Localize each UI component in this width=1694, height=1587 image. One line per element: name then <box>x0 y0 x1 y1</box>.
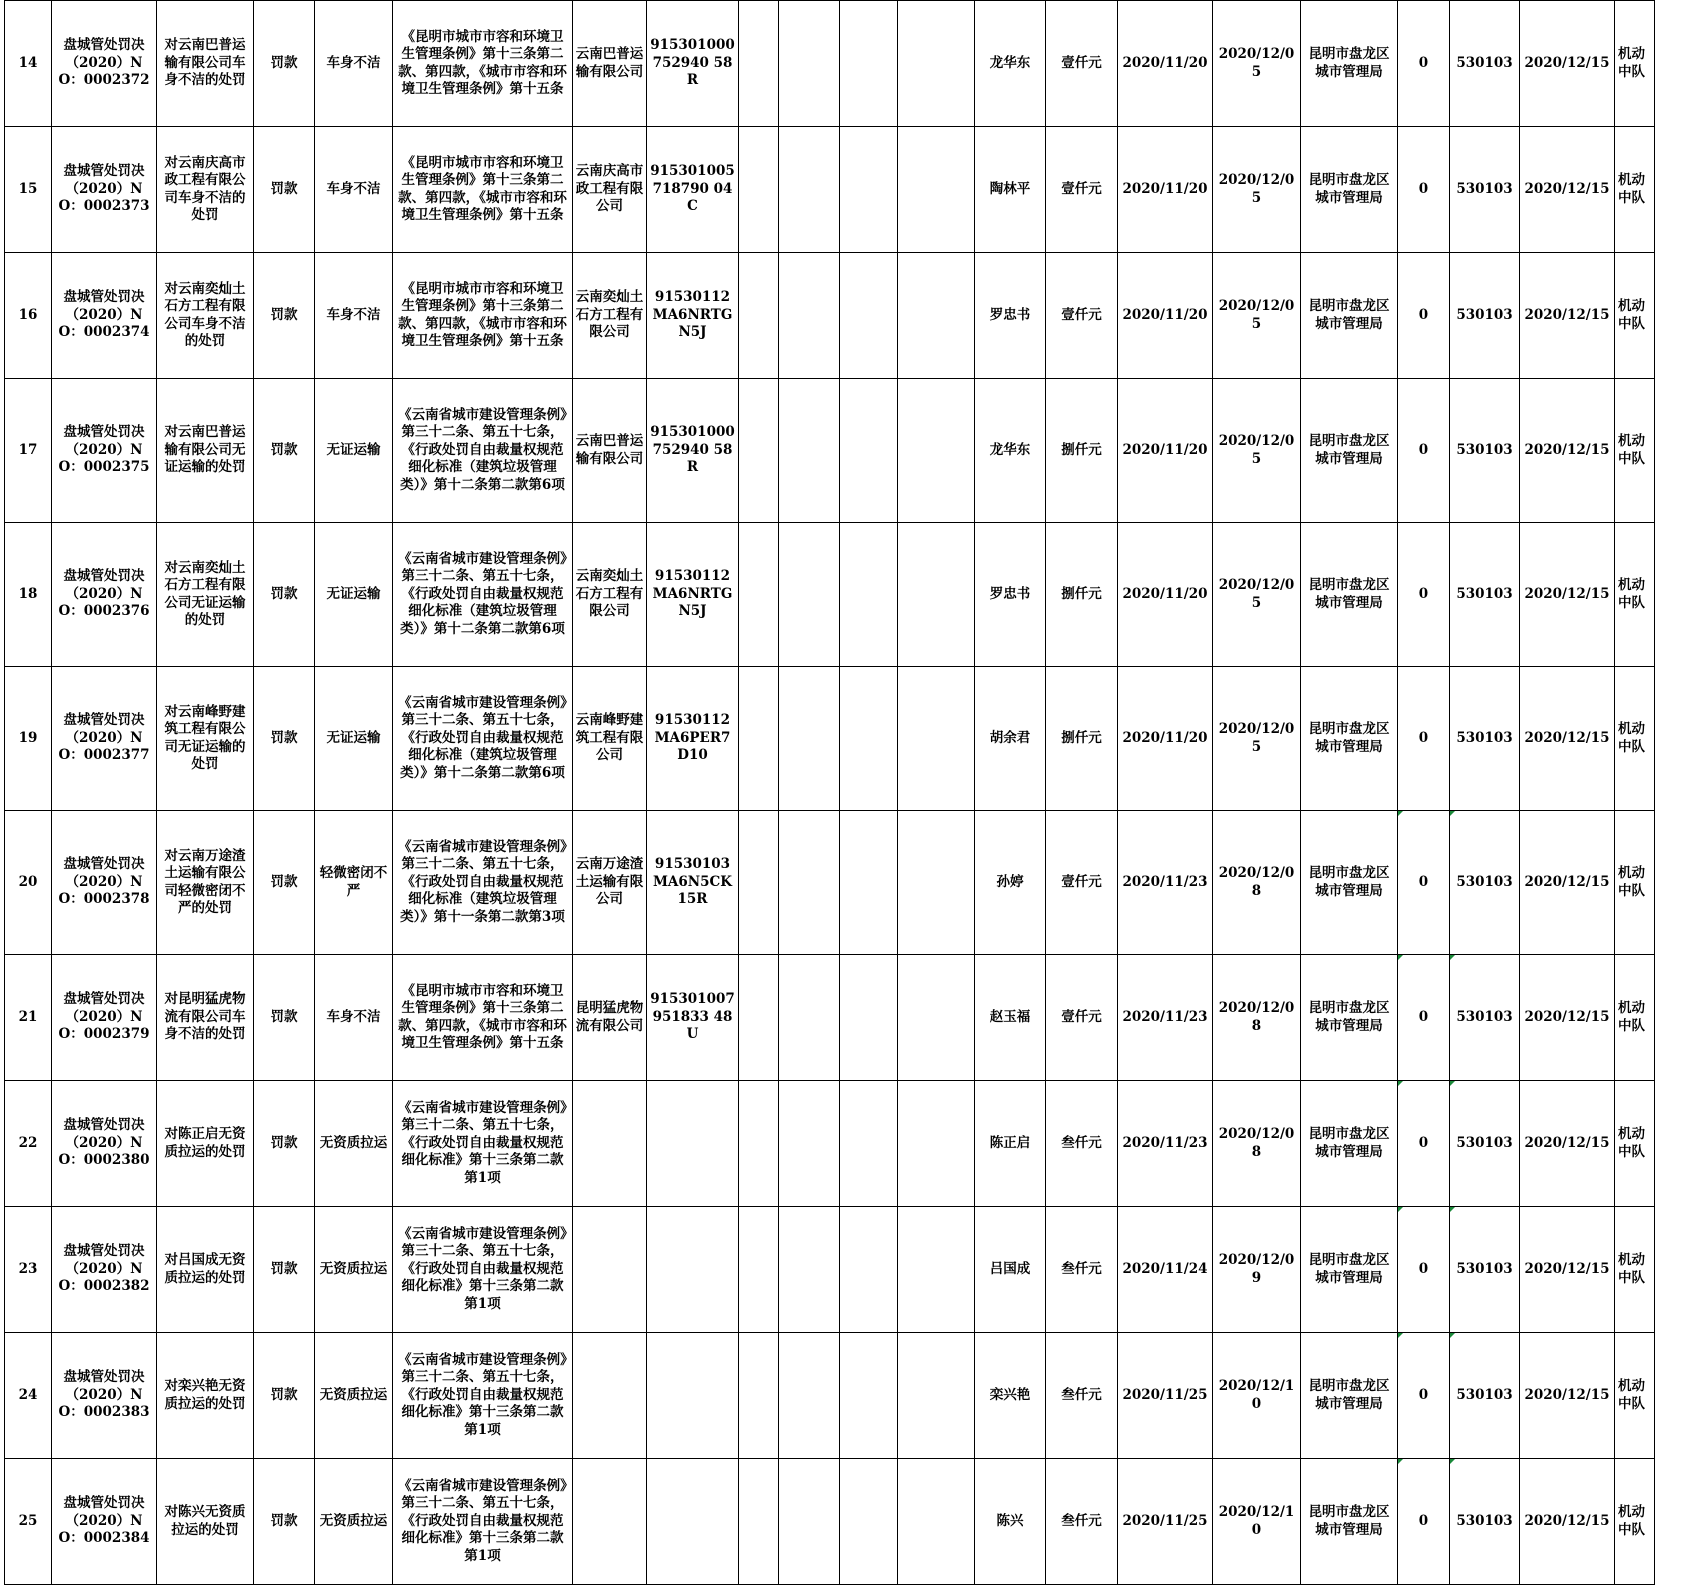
region-code-cell: 530103 <box>1450 1333 1520 1459</box>
legal-representative-cell: 赵玉福 <box>975 955 1046 1081</box>
row-number: 18 <box>5 523 52 667</box>
row-number: 19 <box>5 667 52 811</box>
legal-representative-cell: 陈兴 <box>975 1459 1046 1585</box>
table-row <box>5 955 1655 1081</box>
valid-until-cell: 2020/12/08 <box>1213 1081 1301 1207</box>
empty-cell <box>898 1207 975 1333</box>
credit-code-cell <box>647 1207 739 1333</box>
penalty-type-cell: 罚款 <box>254 1 315 127</box>
remark-cell: 机动中队 <box>1615 1207 1655 1333</box>
authority-cell: 昆明市盘龙区城市管理局 <box>1301 523 1398 667</box>
case-name-cell: 对云南巴普运输有限公司车身不洁的处罚 <box>157 1 254 127</box>
remark-cell: 机动中队 <box>1615 1 1655 127</box>
remark-cell: 机动中队 <box>1615 379 1655 523</box>
party-name-cell <box>573 1459 647 1585</box>
authority-cell: 昆明市盘龙区城市管理局 <box>1301 253 1398 379</box>
row-number: 24 <box>5 1333 52 1459</box>
case-name-cell: 对云南庆高市政工程有限公司车身不洁的处罚 <box>157 127 254 253</box>
legal-representative-cell: 栾兴艳 <box>975 1333 1046 1459</box>
status-cell: 0 <box>1398 127 1450 253</box>
empty-cell <box>779 1459 840 1585</box>
empty-cell <box>840 667 898 811</box>
legal-representative-cell: 陈正启 <box>975 1081 1046 1207</box>
remark-cell: 机动中队 <box>1615 955 1655 1081</box>
table-row <box>5 1081 1655 1207</box>
empty-cell <box>779 955 840 1081</box>
region-code-cell: 530103 <box>1450 1459 1520 1585</box>
fine-amount-cell: 捌仟元 <box>1046 379 1118 523</box>
authority-cell: 昆明市盘龙区城市管理局 <box>1301 1 1398 127</box>
table-row <box>5 127 1655 253</box>
legal-basis-cell: 《云南省城市建设管理条例》第三十二条、第五十七条，《行政处罚自由裁量权规范细化标准》第十三条第二款第1项 <box>393 1081 573 1207</box>
decision-number-cell: 盘城管处罚决（2020）NO：0002382 <box>52 1207 157 1333</box>
penalty-type-cell: 罚款 <box>254 379 315 523</box>
case-name-cell: 对云南巴普运输有限公司无证运输的处罚 <box>157 379 254 523</box>
decision-number-cell: 盘城管处罚决（2020）NO：0002374 <box>52 253 157 379</box>
decision-date-cell: 2020/11/20 <box>1118 667 1213 811</box>
table-row <box>5 1333 1655 1459</box>
empty-cell <box>739 1459 779 1585</box>
table-row <box>5 379 1655 523</box>
fine-amount-cell: 叁仟元 <box>1046 1081 1118 1207</box>
region-code-cell: 530103 <box>1450 1081 1520 1207</box>
penalty-type-cell: 罚款 <box>254 667 315 811</box>
authority-cell: 昆明市盘龙区城市管理局 <box>1301 1459 1398 1585</box>
decision-date-cell: 2020/11/20 <box>1118 379 1213 523</box>
legal-representative-cell: 罗忠书 <box>975 253 1046 379</box>
penalty-records-table <box>4 0 1655 1585</box>
authority-cell: 昆明市盘龙区城市管理局 <box>1301 127 1398 253</box>
penalty-type-cell: 罚款 <box>254 1459 315 1585</box>
credit-code-cell <box>647 1333 739 1459</box>
fine-amount-cell: 捌仟元 <box>1046 667 1118 811</box>
decision-date-cell: 2020/11/20 <box>1118 523 1213 667</box>
empty-cell <box>779 379 840 523</box>
update-date-cell: 2020/12/15 <box>1520 1333 1615 1459</box>
credit-code-cell: 915301000752940 58R <box>647 379 739 523</box>
empty-cell <box>840 523 898 667</box>
update-date-cell: 2020/12/15 <box>1520 379 1615 523</box>
legal-basis-cell: 《云南省城市建设管理条例》第三十二条、第五十七条，《行政处罚自由裁量权规范细化标准》第十三条第二款第1项 <box>393 1207 573 1333</box>
empty-cell <box>898 955 975 1081</box>
penalty-type-cell: 罚款 <box>254 253 315 379</box>
party-name-cell: 昆明猛虎物流有限公司 <box>573 955 647 1081</box>
empty-cell <box>779 667 840 811</box>
decision-date-cell: 2020/11/24 <box>1118 1207 1213 1333</box>
table-row <box>5 811 1655 955</box>
empty-cell <box>898 1459 975 1585</box>
fine-amount-cell: 叁仟元 <box>1046 1333 1118 1459</box>
credit-code-cell: 91530112MA6PER7D10 <box>647 667 739 811</box>
region-code-cell: 530103 <box>1450 127 1520 253</box>
decision-number-cell: 盘城管处罚决（2020）NO：0002372 <box>52 1 157 127</box>
valid-until-cell: 2020/12/05 <box>1213 253 1301 379</box>
table-row <box>5 1 1655 127</box>
update-date-cell: 2020/12/15 <box>1520 127 1615 253</box>
party-name-cell: 云南万途渣土运输有限公司 <box>573 811 647 955</box>
update-date-cell: 2020/12/15 <box>1520 811 1615 955</box>
row-number: 15 <box>5 127 52 253</box>
fine-amount-cell: 叁仟元 <box>1046 1207 1118 1333</box>
row-number: 23 <box>5 1207 52 1333</box>
violation-cell: 无证运输 <box>315 523 393 667</box>
legal-basis-cell: 《云南省城市建设管理条例》第三十二条、第五十七条，《行政处罚自由裁量权规范细化标准》第十三条第二款第1项 <box>393 1459 573 1585</box>
fine-amount-cell: 捌仟元 <box>1046 523 1118 667</box>
violation-cell: 车身不洁 <box>315 1 393 127</box>
update-date-cell: 2020/12/15 <box>1520 523 1615 667</box>
empty-cell <box>779 1 840 127</box>
fine-amount-cell: 壹仟元 <box>1046 127 1118 253</box>
empty-cell <box>840 811 898 955</box>
authority-cell: 昆明市盘龙区城市管理局 <box>1301 955 1398 1081</box>
violation-cell: 无资质拉运 <box>315 1081 393 1207</box>
decision-number-cell: 盘城管处罚决（2020）NO：0002383 <box>52 1333 157 1459</box>
status-cell: 0 <box>1398 955 1450 1081</box>
empty-cell <box>739 1 779 127</box>
remark-cell: 机动中队 <box>1615 667 1655 811</box>
penalty-type-cell: 罚款 <box>254 127 315 253</box>
valid-until-cell: 2020/12/05 <box>1213 667 1301 811</box>
empty-cell <box>739 253 779 379</box>
authority-cell: 昆明市盘龙区城市管理局 <box>1301 1207 1398 1333</box>
case-name-cell: 对陈兴无资质拉运的处罚 <box>157 1459 254 1585</box>
table-row <box>5 523 1655 667</box>
party-name-cell: 云南奕灿土石方工程有限公司 <box>573 523 647 667</box>
credit-code-cell: 915301005718790 04C <box>647 127 739 253</box>
empty-cell <box>898 253 975 379</box>
legal-representative-cell: 龙华东 <box>975 1 1046 127</box>
party-name-cell <box>573 1333 647 1459</box>
valid-until-cell: 2020/12/05 <box>1213 1 1301 127</box>
table-row <box>5 1207 1655 1333</box>
empty-cell <box>739 1207 779 1333</box>
empty-cell <box>779 1207 840 1333</box>
violation-cell: 无证运输 <box>315 667 393 811</box>
fine-amount-cell: 壹仟元 <box>1046 955 1118 1081</box>
status-cell: 0 <box>1398 811 1450 955</box>
update-date-cell: 2020/12/15 <box>1520 1081 1615 1207</box>
empty-cell <box>840 127 898 253</box>
empty-cell <box>840 1081 898 1207</box>
table-body <box>5 1 1655 1585</box>
valid-until-cell: 2020/12/08 <box>1213 955 1301 1081</box>
credit-code-cell: 91530103MA6N5CK15R <box>647 811 739 955</box>
credit-code-cell: 91530112MA6NRTGN5J <box>647 523 739 667</box>
legal-representative-cell: 吕国成 <box>975 1207 1046 1333</box>
remark-cell: 机动中队 <box>1615 1081 1655 1207</box>
decision-date-cell: 2020/11/23 <box>1118 811 1213 955</box>
valid-until-cell: 2020/12/05 <box>1213 127 1301 253</box>
legal-representative-cell: 龙华东 <box>975 379 1046 523</box>
empty-cell <box>739 955 779 1081</box>
authority-cell: 昆明市盘龙区城市管理局 <box>1301 379 1398 523</box>
legal-basis-cell: 《昆明市城市市容和环境卫生管理条例》第十三条第二款、第四款，《城市市容和环境卫生管理条例》第十五条 <box>393 253 573 379</box>
empty-cell <box>898 1081 975 1207</box>
legal-basis-cell: 《云南省城市建设管理条例》第三十二条、第五十七条，《行政处罚自由裁量权规范细化标准（建筑垃圾管理类）》第十二条第二款第6项 <box>393 379 573 523</box>
row-number: 14 <box>5 1 52 127</box>
decision-date-cell: 2020/11/23 <box>1118 1081 1213 1207</box>
credit-code-cell <box>647 1459 739 1585</box>
valid-until-cell: 2020/12/10 <box>1213 1459 1301 1585</box>
decision-date-cell: 2020/11/25 <box>1118 1333 1213 1459</box>
row-number: 17 <box>5 379 52 523</box>
remark-cell: 机动中队 <box>1615 253 1655 379</box>
update-date-cell: 2020/12/15 <box>1520 1459 1615 1585</box>
status-cell: 0 <box>1398 253 1450 379</box>
empty-cell <box>840 1 898 127</box>
legal-basis-cell: 《云南省城市建设管理条例》第三十二条、第五十七条，《行政处罚自由裁量权规范细化标准（建筑垃圾管理类）》第十二条第二款第6项 <box>393 667 573 811</box>
empty-cell <box>739 667 779 811</box>
penalty-type-cell: 罚款 <box>254 811 315 955</box>
status-cell: 0 <box>1398 1 1450 127</box>
credit-code-cell: 915301000752940 58R <box>647 1 739 127</box>
violation-cell: 车身不洁 <box>315 955 393 1081</box>
case-name-cell: 对昆明猛虎物流有限公司车身不洁的处罚 <box>157 955 254 1081</box>
party-name-cell: 云南奕灿土石方工程有限公司 <box>573 253 647 379</box>
row-number: 22 <box>5 1081 52 1207</box>
decision-number-cell: 盘城管处罚决（2020）NO：0002384 <box>52 1459 157 1585</box>
empty-cell <box>739 1333 779 1459</box>
fine-amount-cell: 壹仟元 <box>1046 253 1118 379</box>
decision-date-cell: 2020/11/20 <box>1118 127 1213 253</box>
empty-cell <box>779 127 840 253</box>
region-code-cell: 530103 <box>1450 811 1520 955</box>
legal-basis-cell: 《昆明市城市市容和环境卫生管理条例》第十三条第二款、第四款，《城市市容和环境卫生管理条例》第十五条 <box>393 127 573 253</box>
legal-representative-cell: 胡余君 <box>975 667 1046 811</box>
region-code-cell: 530103 <box>1450 253 1520 379</box>
case-name-cell: 对陈正启无资质拉运的处罚 <box>157 1081 254 1207</box>
violation-cell: 无资质拉运 <box>315 1333 393 1459</box>
empty-cell <box>779 1333 840 1459</box>
authority-cell: 昆明市盘龙区城市管理局 <box>1301 1081 1398 1207</box>
decision-date-cell: 2020/11/25 <box>1118 1459 1213 1585</box>
row-number: 21 <box>5 955 52 1081</box>
case-name-cell: 对吕国成无资质拉运的处罚 <box>157 1207 254 1333</box>
region-code-cell: 530103 <box>1450 1207 1520 1333</box>
remark-cell: 机动中队 <box>1615 1459 1655 1585</box>
valid-until-cell: 2020/12/09 <box>1213 1207 1301 1333</box>
violation-cell: 无资质拉运 <box>315 1459 393 1585</box>
fine-amount-cell: 叁仟元 <box>1046 1459 1118 1585</box>
valid-until-cell: 2020/12/10 <box>1213 1333 1301 1459</box>
empty-cell <box>898 379 975 523</box>
credit-code-cell: 91530112MA6NRTGN5J <box>647 253 739 379</box>
violation-cell: 轻微密闭不严 <box>315 811 393 955</box>
region-code-cell: 530103 <box>1450 379 1520 523</box>
violation-cell: 无证运输 <box>315 379 393 523</box>
empty-cell <box>739 1081 779 1207</box>
empty-cell <box>898 1 975 127</box>
party-name-cell <box>573 1207 647 1333</box>
case-name-cell: 对云南峰野建筑工程有限公司无证运输的处罚 <box>157 667 254 811</box>
fine-amount-cell: 壹仟元 <box>1046 1 1118 127</box>
penalty-type-cell: 罚款 <box>254 1081 315 1207</box>
party-name-cell: 云南庆高市政工程有限公司 <box>573 127 647 253</box>
legal-representative-cell: 罗忠书 <box>975 523 1046 667</box>
violation-cell: 车身不洁 <box>315 127 393 253</box>
legal-basis-cell: 《昆明市城市市容和环境卫生管理条例》第十三条第二款、第四款，《城市市容和环境卫生管理条例》第十五条 <box>393 1 573 127</box>
credit-code-cell <box>647 1081 739 1207</box>
table-row <box>5 667 1655 811</box>
region-code-cell: 530103 <box>1450 955 1520 1081</box>
penalty-type-cell: 罚款 <box>254 1207 315 1333</box>
authority-cell: 昆明市盘龙区城市管理局 <box>1301 667 1398 811</box>
case-name-cell: 对云南奕灿土石方工程有限公司无证运输的处罚 <box>157 523 254 667</box>
empty-cell <box>840 1207 898 1333</box>
empty-cell <box>840 955 898 1081</box>
table-row <box>5 253 1655 379</box>
update-date-cell: 2020/12/15 <box>1520 1 1615 127</box>
remark-cell: 机动中队 <box>1615 811 1655 955</box>
valid-until-cell: 2020/12/05 <box>1213 379 1301 523</box>
decision-number-cell: 盘城管处罚决（2020）NO：0002379 <box>52 955 157 1081</box>
empty-cell <box>898 523 975 667</box>
update-date-cell: 2020/12/15 <box>1520 955 1615 1081</box>
authority-cell: 昆明市盘龙区城市管理局 <box>1301 1333 1398 1459</box>
region-code-cell: 530103 <box>1450 523 1520 667</box>
status-cell: 0 <box>1398 667 1450 811</box>
region-code-cell: 530103 <box>1450 1 1520 127</box>
authority-cell: 昆明市盘龙区城市管理局 <box>1301 811 1398 955</box>
legal-basis-cell: 《云南省城市建设管理条例》第三十二条、第五十七条，《行政处罚自由裁量权规范细化标准（建筑垃圾管理类）》第十二条第二款第6项 <box>393 523 573 667</box>
row-number: 16 <box>5 253 52 379</box>
region-code-cell: 530103 <box>1450 667 1520 811</box>
case-name-cell: 对云南奕灿土石方工程有限公司车身不洁的处罚 <box>157 253 254 379</box>
decision-date-cell: 2020/11/20 <box>1118 1 1213 127</box>
decision-number-cell: 盘城管处罚决（2020）NO：0002376 <box>52 523 157 667</box>
valid-until-cell: 2020/12/08 <box>1213 811 1301 955</box>
decision-number-cell: 盘城管处罚决（2020）NO：0002373 <box>52 127 157 253</box>
empty-cell <box>840 1333 898 1459</box>
empty-cell <box>779 253 840 379</box>
empty-cell <box>779 811 840 955</box>
status-cell: 0 <box>1398 1333 1450 1459</box>
case-name-cell: 对云南万途渣土运输有限公司轻微密闭不严的处罚 <box>157 811 254 955</box>
remark-cell: 机动中队 <box>1615 523 1655 667</box>
violation-cell: 无资质拉运 <box>315 1207 393 1333</box>
case-name-cell: 对栾兴艳无资质拉运的处罚 <box>157 1333 254 1459</box>
update-date-cell: 2020/12/15 <box>1520 1207 1615 1333</box>
status-cell: 0 <box>1398 1081 1450 1207</box>
fine-amount-cell: 壹仟元 <box>1046 811 1118 955</box>
credit-code-cell: 915301007951833 48U <box>647 955 739 1081</box>
status-cell: 0 <box>1398 379 1450 523</box>
party-name-cell: 云南峰野建筑工程有限公司 <box>573 667 647 811</box>
penalty-type-cell: 罚款 <box>254 523 315 667</box>
legal-representative-cell: 陶林平 <box>975 127 1046 253</box>
row-number: 25 <box>5 1459 52 1585</box>
status-cell: 0 <box>1398 1459 1450 1585</box>
status-cell: 0 <box>1398 523 1450 667</box>
update-date-cell: 2020/12/15 <box>1520 667 1615 811</box>
empty-cell <box>779 1081 840 1207</box>
empty-cell <box>840 1459 898 1585</box>
empty-cell <box>898 127 975 253</box>
decision-date-cell: 2020/11/23 <box>1118 955 1213 1081</box>
update-date-cell: 2020/12/15 <box>1520 253 1615 379</box>
penalty-type-cell: 罚款 <box>254 955 315 1081</box>
empty-cell <box>739 811 779 955</box>
legal-basis-cell: 《昆明市城市市容和环境卫生管理条例》第十三条第二款、第四款，《城市市容和环境卫生管理条例》第十五条 <box>393 955 573 1081</box>
remark-cell: 机动中队 <box>1615 127 1655 253</box>
empty-cell <box>898 1333 975 1459</box>
remark-cell: 机动中队 <box>1615 1333 1655 1459</box>
row-number: 20 <box>5 811 52 955</box>
status-cell: 0 <box>1398 1207 1450 1333</box>
decision-number-cell: 盘城管处罚决（2020）NO：0002375 <box>52 379 157 523</box>
legal-basis-cell: 《云南省城市建设管理条例》第三十二条、第五十七条，《行政处罚自由裁量权规范细化标准（建筑垃圾管理类）》第十一条第二款第3项 <box>393 811 573 955</box>
party-name-cell: 云南巴普运输有限公司 <box>573 1 647 127</box>
empty-cell <box>898 811 975 955</box>
decision-date-cell: 2020/11/20 <box>1118 253 1213 379</box>
empty-cell <box>840 379 898 523</box>
table-row <box>5 1459 1655 1585</box>
legal-representative-cell: 孙婷 <box>975 811 1046 955</box>
legal-basis-cell: 《云南省城市建设管理条例》第三十二条、第五十七条，《行政处罚自由裁量权规范细化标准》第十三条第二款第1项 <box>393 1333 573 1459</box>
empty-cell <box>739 127 779 253</box>
decision-number-cell: 盘城管处罚决（2020）NO：0002377 <box>52 667 157 811</box>
empty-cell <box>898 667 975 811</box>
violation-cell: 车身不洁 <box>315 253 393 379</box>
empty-cell <box>739 523 779 667</box>
party-name-cell <box>573 1081 647 1207</box>
empty-cell <box>840 253 898 379</box>
empty-cell <box>779 523 840 667</box>
empty-cell <box>739 379 779 523</box>
valid-until-cell: 2020/12/05 <box>1213 523 1301 667</box>
penalty-type-cell: 罚款 <box>254 1333 315 1459</box>
decision-number-cell: 盘城管处罚决（2020）NO：0002380 <box>52 1081 157 1207</box>
party-name-cell: 云南巴普运输有限公司 <box>573 379 647 523</box>
decision-number-cell: 盘城管处罚决（2020）NO：0002378 <box>52 811 157 955</box>
